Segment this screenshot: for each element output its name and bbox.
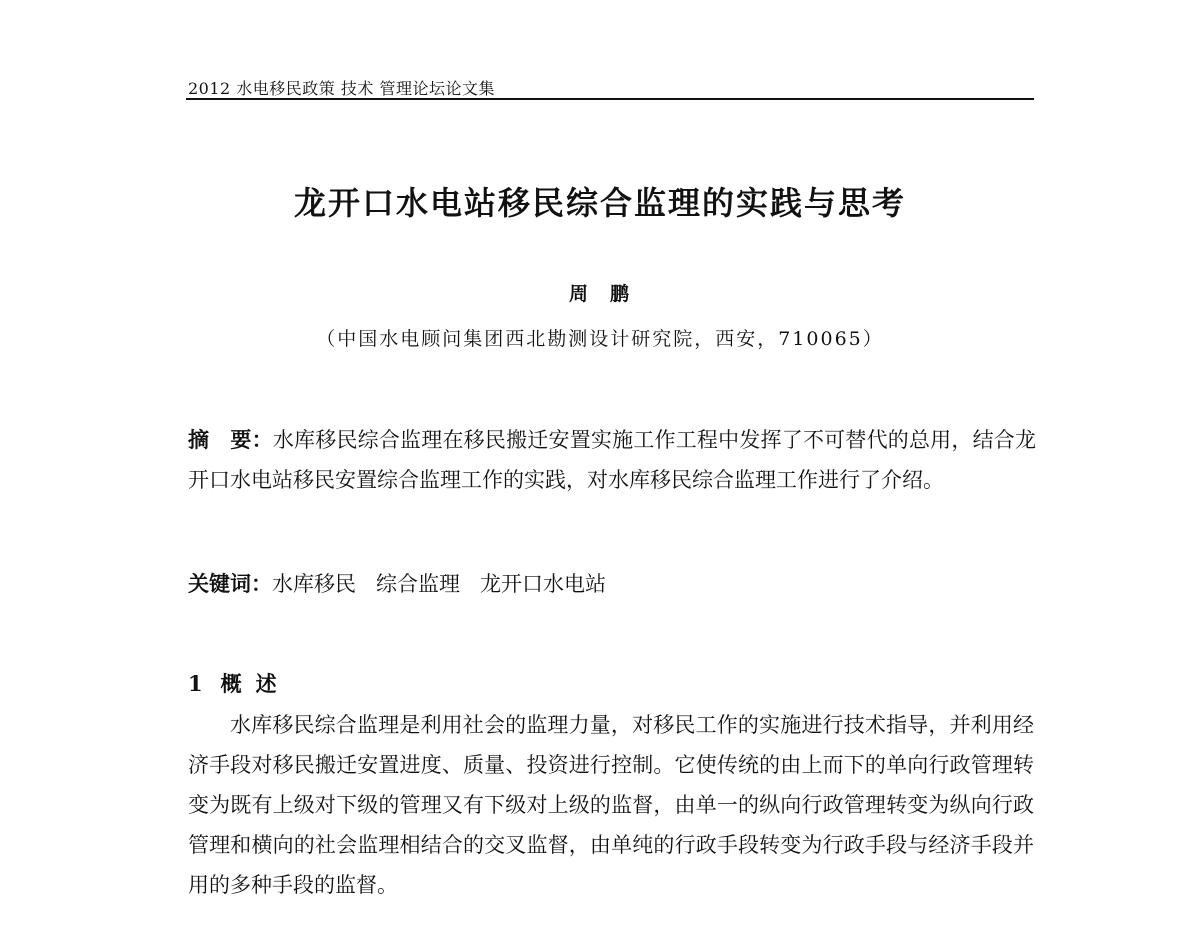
abstract-text: 水库移民综合监理在移民搬迁安置实施工作工程中发挥了不可替代的总用，结合龙开口水电站移民安置综合监理工作的实践，对水库移民综合监理工作进行了介绍。 <box>188 428 1037 492</box>
paper-title: 龙开口水电站移民综合监理的实践与思考 <box>293 184 906 222</box>
keywords <box>188 566 1036 602</box>
header-rule <box>186 98 1034 100</box>
section-heading <box>188 668 291 698</box>
section-number: 1 <box>188 671 203 696</box>
keyword-item: 龙开口水电站 <box>480 572 606 596</box>
keywords-label: 关键词： <box>188 571 272 596</box>
section-title: 概述 <box>220 671 291 696</box>
author-affiliation: （中国水电顾问集团西北勘测设计研究院，西安，710065） <box>316 328 884 350</box>
keyword-item: 水库移民 <box>272 572 356 596</box>
author-name: 周鹏 <box>568 283 651 305</box>
keyword-item: 综合监理 <box>376 572 460 596</box>
abstract-label: 摘 要： <box>188 427 273 452</box>
running-header: 2012 水电移民政策 技术 管理论坛论文集 <box>188 79 495 98</box>
abstract <box>188 420 1036 500</box>
body-paragraph: 水库移民综合监理是利用社会的监理力量，对移民工作的实施进行技术指导，并利用经济手段对移民搬迁安置进度、质量、投资进行控制。它使传统的由上而下的单向行政管理转变为既有上级对下级的管理又有下级对上级的监督，由单一的纵向行政管理转变为纵向行政管理和横向的社会监理相结合的交叉监督，由单纯的行政手段转变为行政手段与经济手段并用的多种手段的监督。 <box>188 713 1034 897</box>
